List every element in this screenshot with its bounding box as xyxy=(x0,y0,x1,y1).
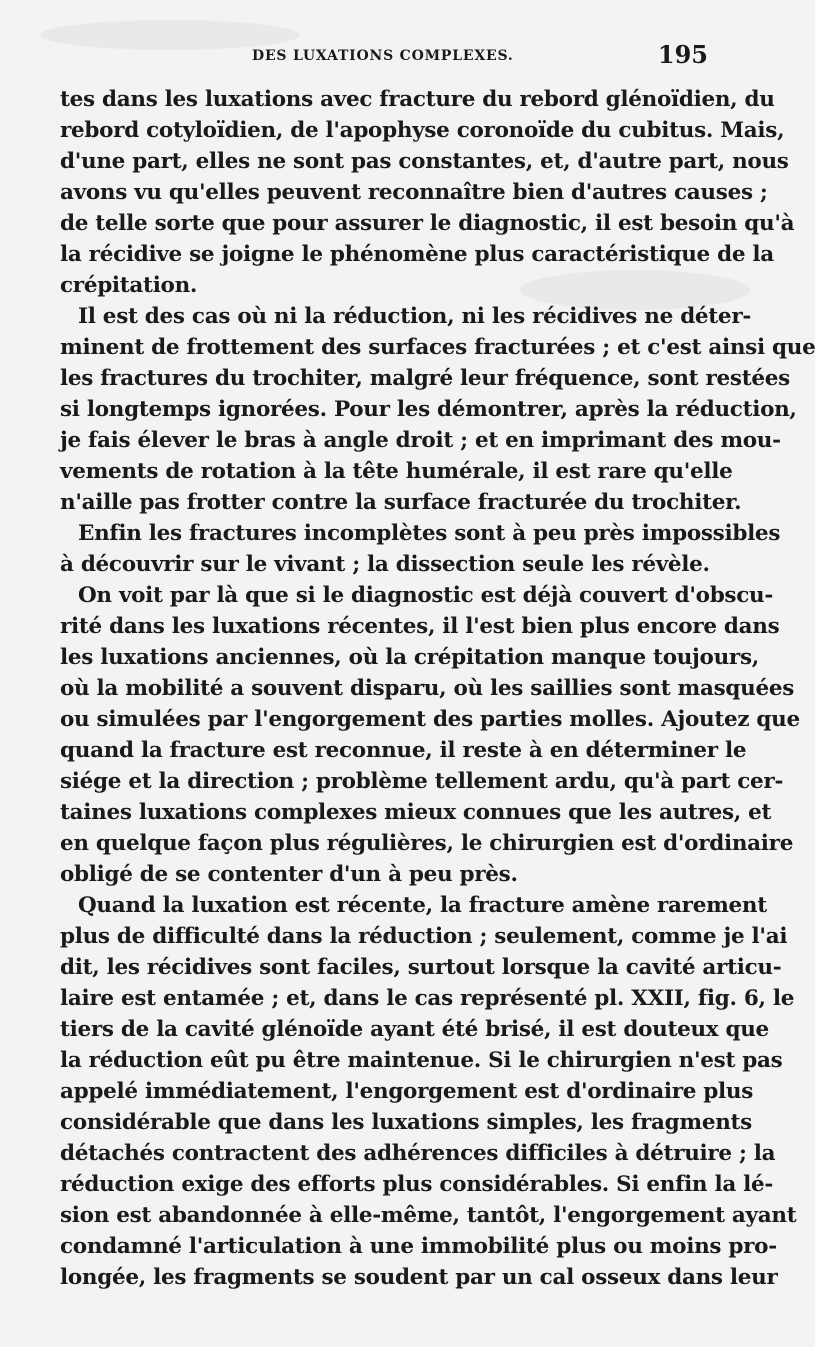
text-line: considérable que dans les luxations simples, les fragments xyxy=(60,1110,752,1135)
text-line: siége et la direction ; problème tellement ardu, qu'à part cer- xyxy=(60,769,784,794)
text-line: d'une part, elles ne sont pas constantes, et, d'autre part, nous xyxy=(60,149,789,174)
running-header xyxy=(0,38,800,78)
text-line: Quand la luxation est récente, la fracture amène rarement xyxy=(78,893,767,918)
body-text xyxy=(60,84,815,1293)
text-line: en quelque façon plus régulières, le chirurgien est d'ordinaire xyxy=(60,831,794,856)
text-line: je fais élever le bras à angle droit ; et en imprimant des mou- xyxy=(60,428,781,453)
text-line: rebord cotyloïdien, de l'apophyse coronoïde du cubitus. Mais, xyxy=(60,118,785,143)
text-line: la récidive se joigne le phénomène plus caractéristique de la xyxy=(60,242,774,267)
text-line: détachés contractent des adhérences difficiles à détruire ; la xyxy=(60,1141,776,1166)
text-line: les luxations anciennes, où la crépitation manque toujours, xyxy=(60,645,759,670)
text-line: vements de rotation à la tête humérale, il est rare qu'elle xyxy=(60,459,733,484)
text-line: les fractures du trochiter, malgré leur fréquence, sont restées xyxy=(60,366,790,391)
text-line: réduction exige des efforts plus considérables. Si enfin la lé- xyxy=(60,1172,774,1197)
text-line: appelé immédiatement, l'engorgement est d'ordinaire plus xyxy=(60,1079,754,1104)
text-line: n'aille pas frotter contre la surface fracturée du trochiter. xyxy=(60,490,742,515)
text-line: rité dans les luxations récentes, il l'est bien plus encore dans xyxy=(60,614,780,639)
text-line: Enfin les fractures incomplètes sont à peu près impossibles xyxy=(78,521,781,546)
text-line: taines luxations complexes mieux connues que les autres, et xyxy=(60,800,772,825)
text-line: longée, les fragments se soudent par un cal osseux dans leur xyxy=(60,1265,778,1290)
text-line: dit, les récidives sont faciles, surtout lorsque la cavité articu- xyxy=(60,955,782,980)
text-line: plus de difficulté dans la réduction ; seulement, comme je l'ai xyxy=(60,924,788,949)
text-line: ou simulées par l'engorgement des parties molles. Ajoutez que xyxy=(60,707,800,732)
text-line: à découvrir sur le vivant ; la dissection seule les révèle. xyxy=(60,552,710,577)
text-line: quand la fracture est reconnue, il reste à en déterminer le xyxy=(60,738,747,763)
text-line: laire est entamée ; et, dans le cas représenté pl. XXII, fig. 6, le xyxy=(60,986,795,1011)
text-line: tiers de la cavité glénoïde ayant été brisé, il est douteux que xyxy=(60,1017,769,1042)
text-line: minent de frottement des surfaces fracturées ; et c'est ainsi que xyxy=(60,335,815,360)
text-line: obligé de se contenter d'un à peu près. xyxy=(60,862,518,887)
text-line: crépitation. xyxy=(60,273,198,298)
text-line: avons vu qu'elles peuvent reconnaître bien d'autres causes ; xyxy=(60,180,768,205)
text-line: tes dans les luxations avec fracture du rebord glénoïdien, du xyxy=(60,87,775,112)
page-number: 195 xyxy=(657,40,708,69)
text-line: où la mobilité a souvent disparu, où les saillies sont masquées xyxy=(60,676,795,701)
running-title: DES LUXATIONS COMPLEXES. xyxy=(252,48,514,64)
text-line: de telle sorte que pour assurer le diagnostic, il est besoin qu'à xyxy=(60,211,795,236)
text-line: condamné l'articulation à une immobilité plus ou moins pro- xyxy=(60,1234,777,1259)
text-line: On voit par là que si le diagnostic est déjà couvert d'obscu- xyxy=(78,583,773,608)
text-line: la réduction eût pu être maintenue. Si le chirurgien n'est pas xyxy=(60,1048,783,1073)
text-line: sion est abandonnée à elle-même, tantôt, l'engorgement ayant xyxy=(60,1203,797,1228)
text-line: si longtemps ignorées. Pour les démontrer, après la réduction, xyxy=(60,397,797,422)
text-line: Il est des cas où ni la réduction, ni les récidives ne déter- xyxy=(78,304,751,329)
